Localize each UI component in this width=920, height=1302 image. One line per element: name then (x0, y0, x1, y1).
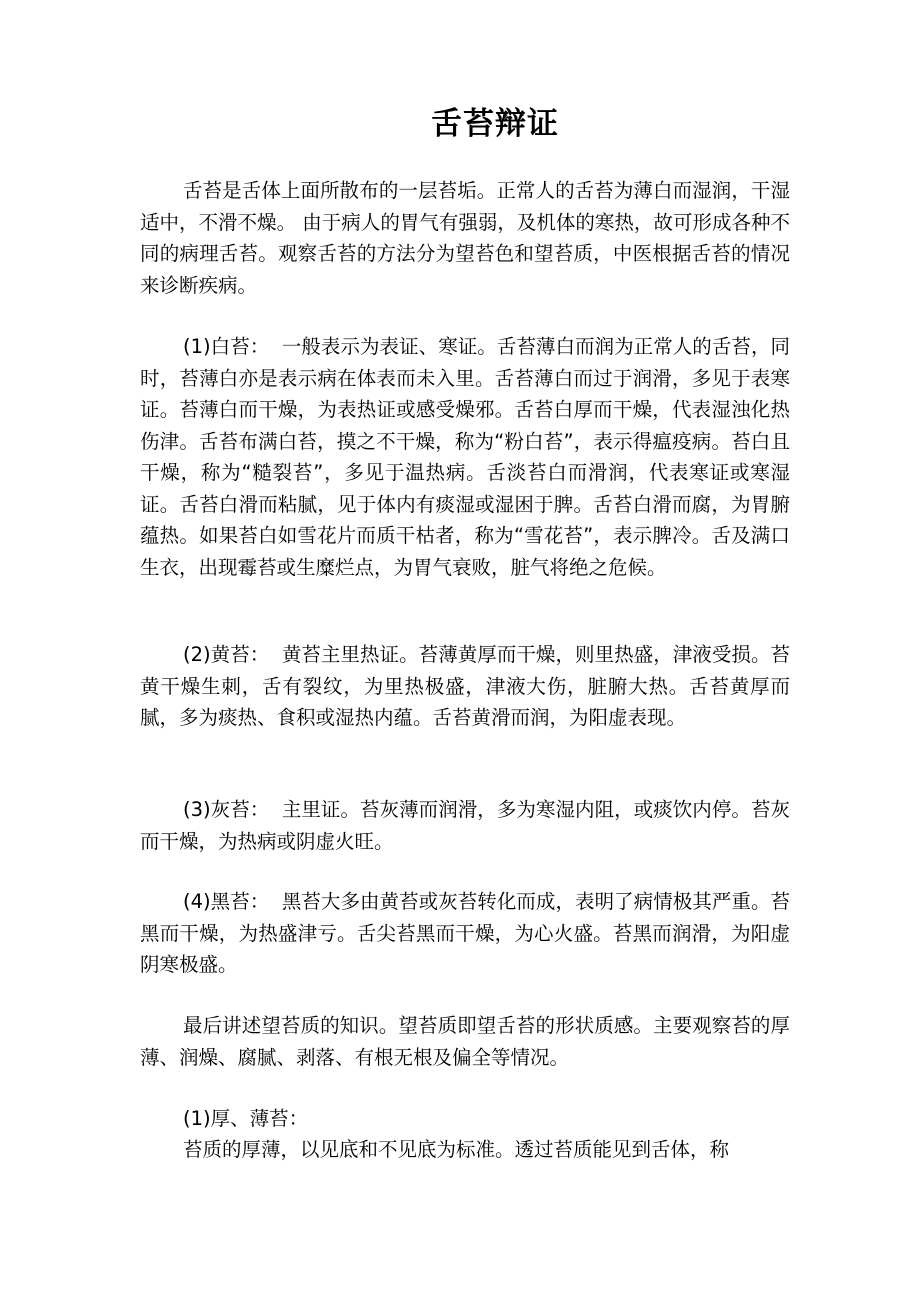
paragraph-coating-texture (140, 1010, 790, 1073)
paragraph-text: 最后讲述望苔质的知识。望苔质即望舌苔的形状质感。主要观察苔的厚薄、润燥、腐腻、剥落、有根无根及偏全等情况。 (140, 1014, 790, 1069)
paragraph-label: (4)黑苔： (183, 890, 282, 913)
paragraph-text: 舌苔是舌体上面所散布的一层苔垢。正常人的舌苔为薄白而湿润，干湿适中，不滑不燥。 由于病人的胃气有强弱，及机体的寒热，故可形成各种不同的病理舌苔。观察舌苔的方法分为望苔色和望苔质，中医根据舌苔的情况来诊断疾病。 (140, 179, 790, 297)
paragraph-label: (3)灰苔： (183, 798, 282, 821)
paragraph-black-coating (140, 886, 790, 981)
paragraph-gray-coating (140, 794, 790, 857)
paragraph-text: 主里证。苔灰薄而润滑，多为寒湿内阻，或痰饮内停。苔灰而干燥，为热病或阴虚火旺。 (140, 798, 790, 853)
paragraph-text: 苔质的厚薄，以见底和不见底为标准。透过苔质能见到舌体，称 (183, 1138, 730, 1161)
paragraph-intro (140, 175, 790, 301)
paragraph-text: (1)厚、薄苔： (183, 1107, 309, 1130)
paragraph-text: 黑苔大多由黄苔或灰苔转化而成，表明了病情极其严重。苔黑而干燥，为热盛津亏。舌尖苔黑而干燥，为心火盛。苔黑而润滑，为阳虚阴寒极盛。 (140, 890, 790, 976)
paragraph-text: 黄苔主里热证。苔薄黄厚而干燥，则里热盛，津液受损。苔黄干燥生刺，舌有裂纹，为里热极盛，津液大伤，脏腑大热。舌苔黄厚而腻，多为痰热、食积或湿热内蕴。舌苔黄滑而润，为阳虚表现。 (140, 643, 790, 729)
paragraph-label: (1)白苔： (183, 335, 282, 358)
paragraph-label: (2)黄苔： (183, 643, 282, 666)
paragraph-yellow-coating (140, 639, 790, 734)
subheading-thick-thin (140, 1103, 790, 1135)
document-title: 舌苔辩证 (431, 106, 559, 142)
paragraph-white-coating (140, 331, 790, 583)
paragraph-text: 一般表示为表证、寒证。舌苔薄白而润为正常人的舌苔，同时，苔薄白亦是表示病在体表而未入里。舌苔薄白而过于润滑，多见于表寒证。苔薄白而干燥，为表热证或感受燥邪。舌苔白厚而干燥，代表湿浊化热伤津。舌苔布满白苔，摸之不干燥，称为“粉白苔”，表示得瘟疫病。苔白且干燥，称为“糙裂苔”，多见于温热病。舌淡苔白而滑润，代表寒证或寒湿证。舌苔白滑而粘腻，见于体内有痰湿或湿困于脾。舌苔白滑而腐，为胃腑蕴热。如果苔白如雪花片而质干枯者，称为“雪花苔”，表示脾冷。舌及满口生衣，出现霉苔或生糜烂点，为胃气衰败，脏气将绝之危候。 (140, 335, 790, 579)
paragraph-thick-thin (140, 1134, 790, 1166)
